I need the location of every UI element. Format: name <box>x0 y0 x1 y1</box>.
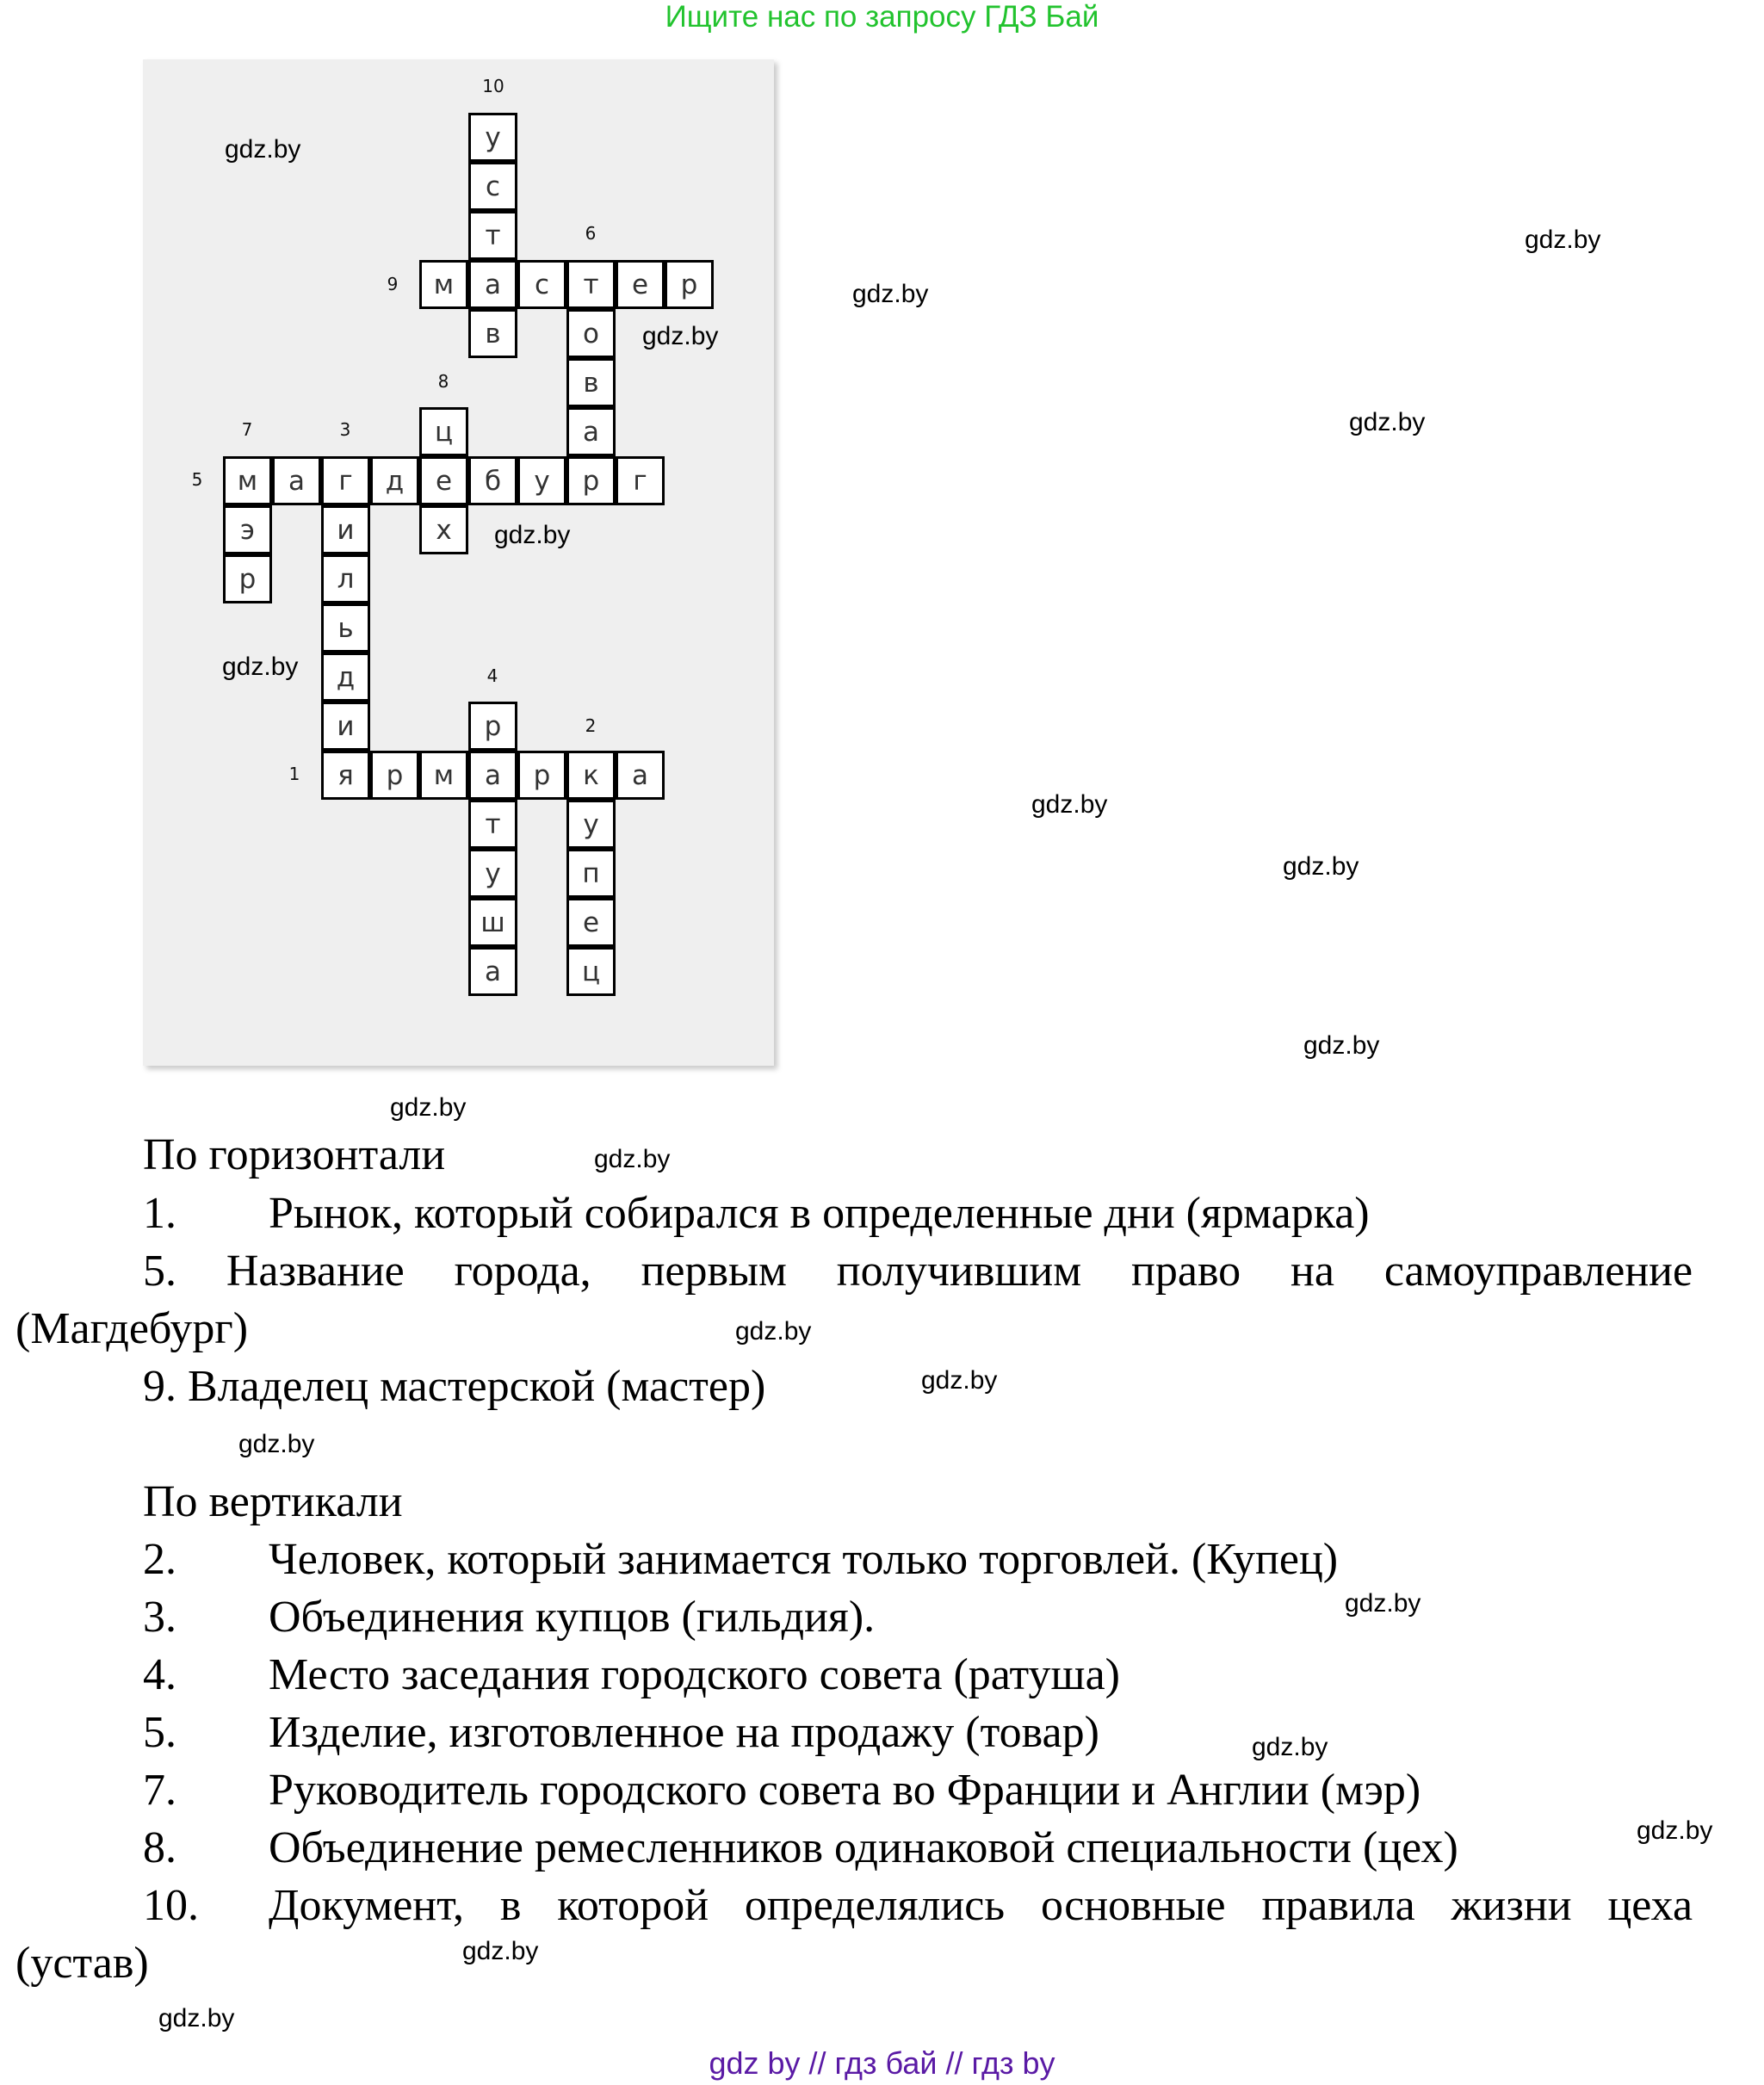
clue-number: 5 <box>191 469 203 490</box>
clue-line <box>0 1649 1764 1701</box>
crossword-cell: м <box>419 260 468 309</box>
crossword-cell: р <box>370 751 419 800</box>
watermark: gdz.by <box>735 1317 812 1346</box>
crossword-cell: и <box>321 702 370 751</box>
watermark: gdz.by <box>1525 226 1601 254</box>
crossword-cell: у <box>517 456 566 505</box>
crossword-cell: у <box>468 849 517 898</box>
clue-number: 10 <box>482 76 504 96</box>
clue-line: 5. Название города, первым получившим право на самоуправление <box>143 1247 1693 1296</box>
clue-line <box>0 1822 1764 1874</box>
crossword-cell: е <box>566 898 616 947</box>
watermark: gdz.by <box>1303 1031 1380 1060</box>
crossword-cell: а <box>468 260 517 309</box>
clue-text: 9. Владелец мастерской (мастер) <box>143 1362 766 1411</box>
crossword-cell: э <box>223 505 272 554</box>
watermark: gdz.by <box>390 1093 467 1122</box>
crossword-cell: м <box>223 456 272 505</box>
clue-number-label: 1. <box>143 1189 176 1238</box>
crossword-cell: д <box>370 456 419 505</box>
clue-line <box>0 1188 1764 1240</box>
watermark: gdz.by <box>462 1937 539 1965</box>
crossword-cell: т <box>566 260 616 309</box>
watermark: gdz.by <box>921 1366 998 1395</box>
clue-number-label: 2. <box>143 1535 176 1584</box>
watermark: gdz.by <box>225 135 301 164</box>
clue-number: 6 <box>585 223 597 244</box>
crossword-cell: р <box>223 554 272 603</box>
crossword-cell: в <box>468 309 517 358</box>
footer-links: gdz by // гдз бай // гдз by <box>709 2045 1055 2081</box>
crossword-cell: о <box>566 309 616 358</box>
clue-number: 1 <box>288 764 300 784</box>
clue-line <box>0 1707 1764 1759</box>
crossword-cell: к <box>566 751 616 800</box>
clue-text: Человек, который занимается только торговлей. (Купец) <box>269 1535 1339 1584</box>
clue-number-label: 10. <box>143 1881 199 1930</box>
clue-number: 4 <box>486 665 498 686</box>
crossword-cell: с <box>468 162 517 211</box>
watermark: gdz.by <box>222 653 299 681</box>
watermark: gdz.by <box>494 521 571 549</box>
clue-text: Руководитель городского совета во Франции и Англии (мэр) <box>269 1766 1421 1815</box>
crossword-cell: в <box>566 358 616 407</box>
crossword-panel <box>143 59 774 1066</box>
watermark: gdz.by <box>238 1430 315 1458</box>
watermark: gdz.by <box>1349 408 1426 436</box>
crossword-cell: п <box>566 849 616 898</box>
crossword-cell: ц <box>566 947 616 996</box>
clue-line <box>0 1534 1764 1586</box>
clue-number-label: 7. <box>143 1766 176 1815</box>
crossword-cell: е <box>419 456 468 505</box>
crossword-cell: р <box>566 456 616 505</box>
crossword-cell: а <box>468 947 517 996</box>
crossword-cell: а <box>468 751 517 800</box>
watermark: gdz.by <box>1637 1816 1713 1845</box>
clue-text: Изделие, изготовленное на продажу (товар) <box>269 1708 1099 1757</box>
clue-number: 3 <box>339 419 351 440</box>
clue-number-label: 5. <box>143 1708 176 1757</box>
crossword-cell: у <box>566 800 616 849</box>
clue-text-continued: (устав) <box>15 1939 149 1988</box>
search-hint-banner: Ищите нас по запросу ГДЗ Бай <box>665 0 1099 34</box>
clue-number: 7 <box>241 419 253 440</box>
crossword-cell: р <box>665 260 714 309</box>
watermark: gdz.by <box>1031 790 1108 819</box>
clue-line <box>0 1880 1764 1932</box>
watermark: gdz.by <box>158 2004 235 2032</box>
clue-line <box>0 1765 1764 1816</box>
crossword-cell: а <box>616 751 665 800</box>
crossword-cell: я <box>321 751 370 800</box>
watermark: gdz.by <box>1252 1733 1328 1761</box>
clue-number: 9 <box>387 274 399 294</box>
crossword-cell: г <box>616 456 665 505</box>
watermark: gdz.by <box>642 322 719 350</box>
watermark: gdz.by <box>594 1145 671 1173</box>
crossword-cell: с <box>517 260 566 309</box>
clue-text: Объединения купцов (гильдия). <box>269 1593 876 1642</box>
crossword-cell: ц <box>419 407 468 456</box>
clue-number: 8 <box>437 371 449 392</box>
crossword-cell: у <box>468 113 517 162</box>
crossword-cell: б <box>468 456 517 505</box>
crossword-cell: ш <box>468 898 517 947</box>
crossword-cell: м <box>419 751 468 800</box>
clue-text: Документ, в которой определялись основные правила жизни цеха <box>269 1881 1693 1930</box>
watermark: gdz.by <box>852 280 929 308</box>
crossword-cell: а <box>272 456 321 505</box>
watermark: gdz.by <box>1345 1589 1421 1618</box>
clue-text: Объединение ремесленников одинаковой специальности (цех) <box>269 1823 1458 1872</box>
clue-text: Место заседания городского совета (ратуша) <box>269 1650 1120 1699</box>
crossword-cell: а <box>566 407 616 456</box>
clue-line <box>0 1592 1764 1643</box>
clue-number: 2 <box>585 715 597 736</box>
crossword-cell: е <box>616 260 665 309</box>
clue-text-continued: (Магдебург) <box>15 1304 249 1353</box>
clue-number-label: 3. <box>143 1593 176 1642</box>
watermark: gdz.by <box>1283 852 1359 881</box>
vertical-heading: По вертикали <box>143 1477 403 1526</box>
crossword-cell: л <box>321 554 370 603</box>
clue-number-label: 8. <box>143 1823 176 1872</box>
crossword-cell: д <box>321 653 370 702</box>
clue-text: Рынок, который собирался в определенные дни (ярмарка) <box>269 1189 1370 1238</box>
crossword-cell: т <box>468 211 517 260</box>
crossword-cell: х <box>419 505 468 554</box>
crossword-cell: р <box>517 751 566 800</box>
clue-number-label: 4. <box>143 1650 176 1699</box>
crossword-cell: и <box>321 505 370 554</box>
crossword-cell: ь <box>321 603 370 653</box>
crossword-cell: р <box>468 702 517 751</box>
crossword-cell: г <box>321 456 370 505</box>
crossword-cell: т <box>468 800 517 849</box>
horizontal-heading: По горизонтали <box>143 1130 446 1179</box>
